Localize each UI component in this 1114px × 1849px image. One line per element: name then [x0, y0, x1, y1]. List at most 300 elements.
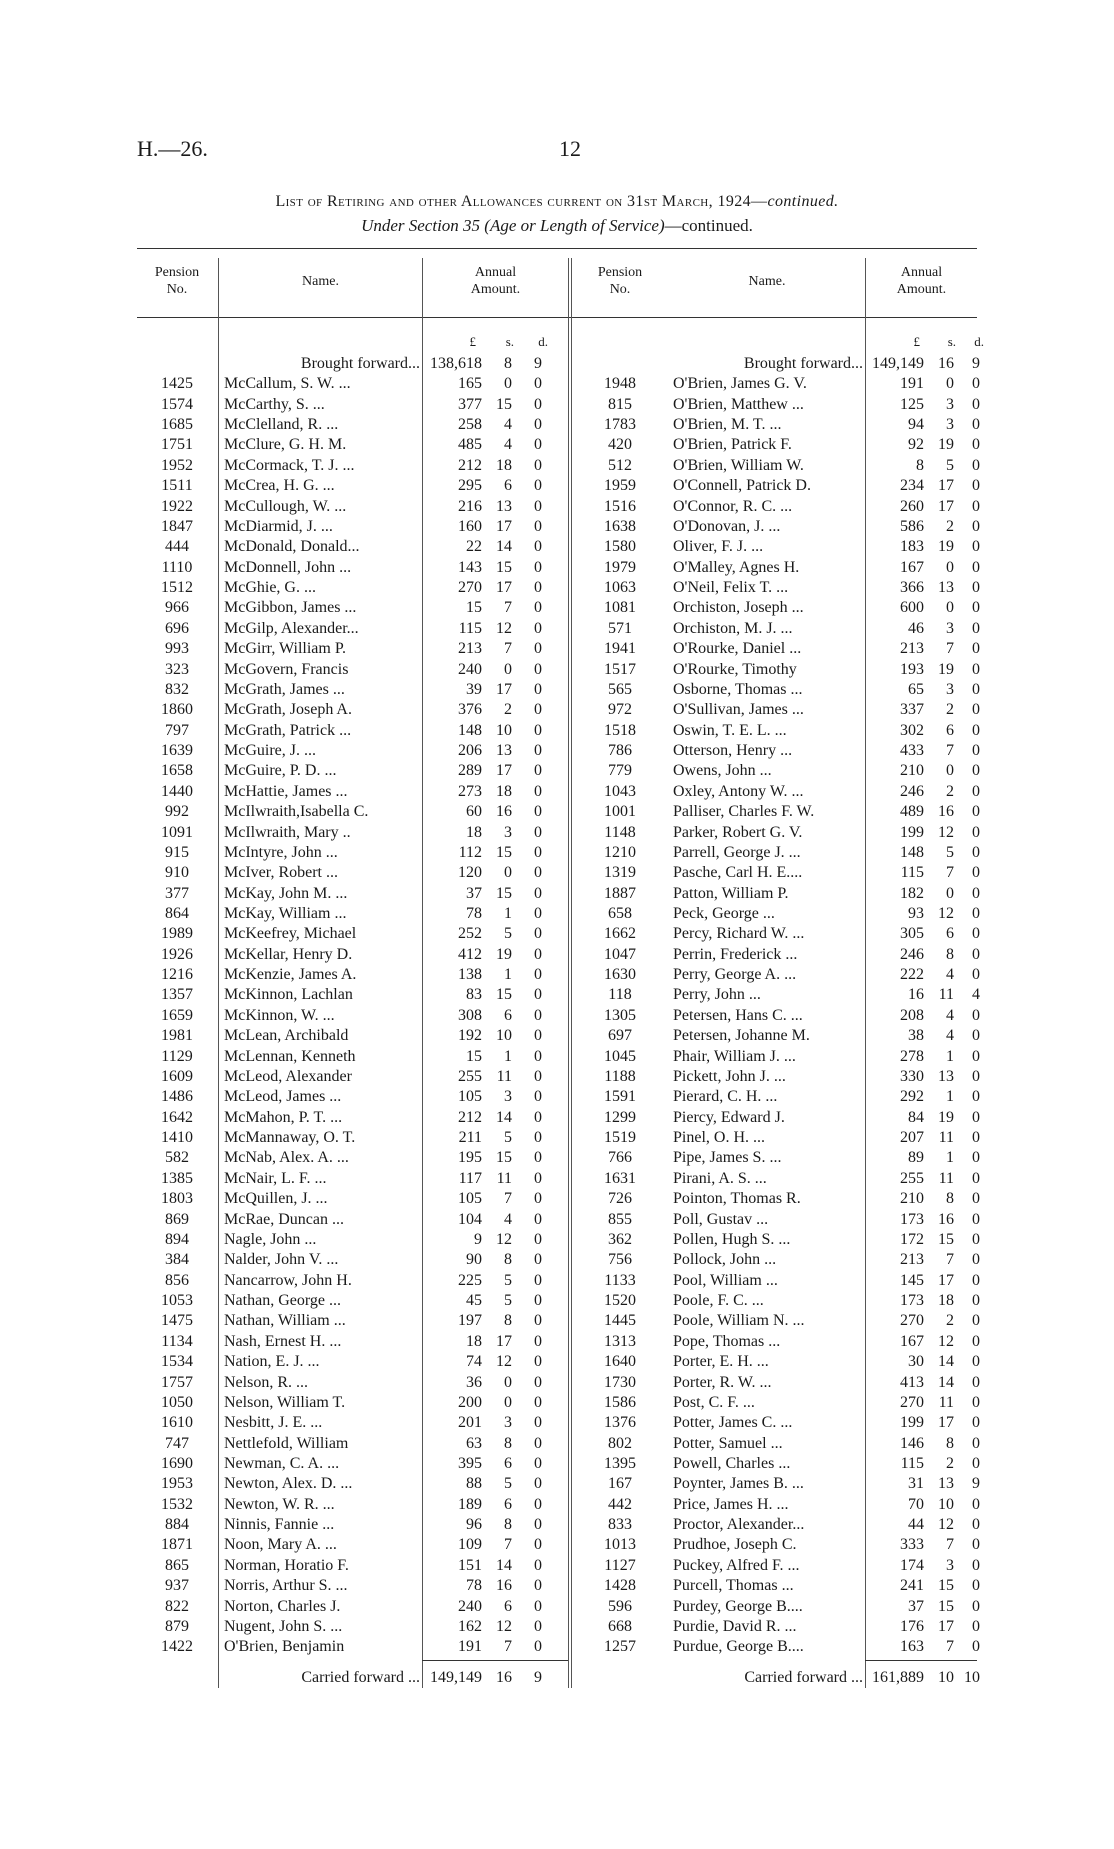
pension-number: 1922: [161, 498, 193, 515]
amount-pence: 0: [972, 1170, 980, 1187]
pension-number: 766: [608, 1149, 632, 1166]
pensioner-name: Potter, James C. ...: [673, 1414, 793, 1431]
amount-pounds: 96: [466, 1516, 482, 1533]
header-pension-no: [137, 264, 217, 298]
amount-pounds: 191: [458, 1638, 482, 1655]
pensioner-name: Norton, Charles J.: [224, 1598, 341, 1615]
pensioner-name: McLennan, Kenneth: [224, 1048, 356, 1065]
carried-forward-label: Carried forward ...: [744, 1669, 863, 1686]
amount-pence: 0: [972, 1414, 980, 1431]
amount-pounds: 45: [466, 1292, 482, 1309]
table-row: [0, 1556, 1114, 1576]
amount-shillings: 4: [946, 1007, 954, 1024]
amount-pence: 0: [534, 742, 542, 759]
amount-pounds: 213: [458, 640, 482, 657]
pensioner-name: McCrea, H. G. ...: [224, 477, 335, 494]
amount-shillings: 1: [504, 905, 512, 922]
amount-pounds: 46: [908, 620, 924, 637]
pensioner-name: McGuire, P. D. ...: [224, 762, 337, 779]
pensioner-name: McDonnell, John ...: [224, 559, 352, 576]
pensioner-name: Pipe, James S. ...: [673, 1149, 782, 1166]
carried-forward-shillings: 16: [496, 1669, 512, 1686]
brought-forward-row: [0, 354, 1114, 374]
pensioner-name: Nalder, John V. ...: [224, 1251, 339, 1268]
table-row: [0, 1576, 1114, 1596]
amount-shillings: 14: [496, 538, 512, 555]
amount-shillings: 7: [504, 1638, 512, 1655]
pensioner-name: McNab, Alex. A. ...: [224, 1149, 349, 1166]
amount-pounds: 70: [908, 1496, 924, 1513]
page-number: 12: [559, 136, 581, 161]
amount-pence: 0: [972, 1598, 980, 1615]
amount-shillings: 16: [496, 1577, 512, 1594]
pensioner-name: Osborne, Thomas ...: [673, 681, 803, 698]
pension-number: 992: [165, 803, 189, 820]
table-row: [0, 1373, 1114, 1393]
amount-pence: 0: [534, 1109, 542, 1126]
pensioner-name: McGrath, James ...: [224, 681, 345, 698]
pensioner-name: O'Malley, Agnes H.: [673, 559, 800, 576]
pensioner-name: O'Connell, Patrick D.: [673, 477, 811, 494]
pension-number: 1591: [604, 1088, 636, 1105]
amount-pence: 0: [534, 905, 542, 922]
pension-number: 1860: [161, 701, 193, 718]
pensioner-name: O'Neil, Felix T. ...: [673, 579, 789, 596]
amount-shillings: 12: [938, 824, 954, 841]
table-row: [0, 1291, 1114, 1311]
pensioner-name: Purdue, George B....: [673, 1638, 804, 1655]
amount-pounds: 39: [466, 681, 482, 698]
pension-number: 444: [165, 538, 189, 555]
amount-shillings: 8: [946, 1190, 954, 1207]
amount-pence: 0: [972, 1638, 980, 1655]
amount-shillings: 5: [946, 844, 954, 861]
amount-pounds: 240: [458, 1598, 482, 1615]
pensioner-name: Patton, William P.: [673, 885, 789, 902]
amount-shillings: 5: [504, 1272, 512, 1289]
pension-number: 1989: [161, 925, 193, 942]
amount-pence: 0: [972, 701, 980, 718]
amount-pence: 0: [534, 1312, 542, 1329]
amount-shillings: 0: [946, 375, 954, 392]
amount-pence: 0: [972, 1251, 980, 1268]
pension-number: 1609: [161, 1068, 193, 1085]
pensioner-name: Piercy, Edward J.: [673, 1109, 785, 1126]
pensioner-name: Percy, Richard W. ...: [673, 925, 805, 942]
amount-pence: 0: [972, 1435, 980, 1452]
page-title: [0, 193, 1114, 211]
amount-pounds: 37: [466, 885, 482, 902]
pensioner-name: Pickett, John J. ...: [673, 1068, 786, 1085]
amount-shillings: 19: [938, 436, 954, 453]
brought-forward-pounds: 138,618: [430, 355, 482, 372]
amount-shillings: 2: [504, 701, 512, 718]
amount-pence: 0: [972, 396, 980, 413]
amount-shillings: 15: [938, 1577, 954, 1594]
pension-number: 1512: [161, 579, 193, 596]
pensioner-name: Noon, Mary A. ...: [224, 1536, 337, 1553]
amount-pence: 0: [972, 844, 980, 861]
amount-pounds: 395: [458, 1455, 482, 1472]
table-row: [0, 1067, 1114, 1087]
amount-pence: 0: [972, 1455, 980, 1472]
brought-forward-pence: 9: [534, 355, 542, 372]
amount-pence: 0: [534, 1475, 542, 1492]
amount-pounds: 246: [900, 946, 924, 963]
pensioner-name: Nash, Ernest H. ...: [224, 1333, 342, 1350]
pensioner-name: McKay, John M. ...: [224, 885, 348, 902]
table-row: [0, 741, 1114, 761]
amount-pence: 0: [972, 1353, 980, 1370]
amount-pounds: 485: [458, 436, 482, 453]
table-row: [0, 1108, 1114, 1128]
header-pension-line2: No.: [166, 282, 188, 297]
pension-number: 1520: [604, 1292, 636, 1309]
pensioner-name: Perry, John ...: [673, 986, 761, 1003]
amount-pence: 0: [534, 1455, 542, 1472]
pension-number: 1357: [161, 986, 193, 1003]
amount-pence: 0: [972, 1211, 980, 1228]
table-row: [0, 1087, 1114, 1107]
pensioner-name: O'Brien, Benjamin: [224, 1638, 345, 1655]
amount-pounds: 377: [458, 396, 482, 413]
pension-number: 1129: [161, 1048, 193, 1065]
pensioner-name: McMahon, P. T. ...: [224, 1109, 343, 1126]
amount-shillings: 10: [938, 1496, 954, 1513]
amount-pence: 0: [534, 864, 542, 881]
header-name-text: Name.: [748, 274, 786, 289]
amount-pence: 0: [534, 722, 542, 739]
amount-pounds: 18: [466, 1333, 482, 1350]
amount-pence: 0: [534, 396, 542, 413]
amount-shillings: 2: [946, 1312, 954, 1329]
amount-shillings: 7: [946, 1251, 954, 1268]
amount-shillings: 15: [938, 1598, 954, 1615]
pensioner-name: Potter, Samuel ...: [673, 1435, 783, 1452]
pensioner-name: Pointon, Thomas R.: [673, 1190, 801, 1207]
amount-pence: 0: [972, 1027, 980, 1044]
subtitle-continued: —continued.: [664, 216, 753, 235]
pension-number: 1516: [604, 498, 636, 515]
pension-number: 1631: [604, 1170, 636, 1187]
pensioner-name: Pinel, O. H. ...: [673, 1129, 765, 1146]
pension-number: 1445: [604, 1312, 636, 1329]
pension-number: 856: [165, 1272, 189, 1289]
pensioner-name: Parrell, George J. ...: [673, 844, 801, 861]
amount-pence: 0: [972, 681, 980, 698]
header-amount-line1: Annual: [900, 265, 943, 280]
amount-pounds: 105: [458, 1190, 482, 1207]
amount-pence: 0: [972, 742, 980, 759]
pension-number: 1210: [604, 844, 636, 861]
header-amount: [866, 264, 977, 298]
carried-forward-pence: 10: [964, 1669, 980, 1686]
pensioner-name: McIver, Robert ...: [224, 864, 338, 881]
amount-pounds: 18: [466, 824, 482, 841]
amount-pence: 0: [972, 824, 980, 841]
pension-number: 779: [608, 762, 632, 779]
amount-shillings: 11: [938, 1394, 954, 1411]
unit-pence: d.: [974, 334, 984, 349]
header-amount-line2: Amount.: [896, 282, 947, 297]
amount-shillings: 7: [504, 599, 512, 616]
table-row: [0, 1434, 1114, 1454]
amount-pence: 0: [534, 1190, 542, 1207]
pensioner-name: Poynter, James B. ...: [673, 1475, 804, 1492]
pensioner-name: McHattie, James ...: [224, 783, 348, 800]
amount-shillings: 12: [496, 1353, 512, 1370]
amount-shillings: 12: [938, 1516, 954, 1533]
amount-pounds: 173: [900, 1292, 924, 1309]
pension-number: 596: [608, 1598, 632, 1615]
pensioner-name: Pierard, C. H. ...: [673, 1088, 778, 1105]
unit-shillings: s.: [505, 334, 514, 349]
amount-pounds: 270: [900, 1312, 924, 1329]
amount-shillings: 0: [946, 762, 954, 779]
amount-shillings: 19: [496, 946, 512, 963]
amount-pounds: 37: [908, 1598, 924, 1615]
brought-forward-label: Brought forward...: [300, 355, 420, 372]
pensioner-name: McClure, G. H. M.: [224, 436, 347, 453]
pension-number: 747: [165, 1435, 189, 1452]
pension-number: 1127: [604, 1557, 636, 1574]
amount-shillings: 19: [938, 1109, 954, 1126]
amount-pence: 0: [972, 661, 980, 678]
amount-shillings: 17: [496, 518, 512, 535]
amount-pence: 0: [972, 905, 980, 922]
pension-number: 1216: [161, 966, 193, 983]
amount-shillings: 6: [946, 925, 954, 942]
pension-number: 1422: [161, 1638, 193, 1655]
pension-number: 1952: [161, 457, 193, 474]
left-total-rule: [422, 1660, 568, 1661]
unit-pounds: £: [913, 334, 920, 349]
amount-shillings: 15: [496, 885, 512, 902]
table-row: [0, 985, 1114, 1005]
amount-pounds: 433: [900, 742, 924, 759]
amount-pence: 0: [534, 457, 542, 474]
amount-shillings: 7: [504, 1190, 512, 1207]
amount-shillings: 17: [496, 1333, 512, 1350]
amount-pounds: 330: [900, 1068, 924, 1085]
amount-pounds: 255: [458, 1068, 482, 1085]
amount-pence: 0: [972, 538, 980, 555]
pension-number: 1410: [161, 1129, 193, 1146]
amount-pence: 0: [534, 1618, 542, 1635]
pensioner-name: O'Brien, William W.: [673, 457, 804, 474]
amount-shillings: 14: [496, 1109, 512, 1126]
amount-pence: 0: [972, 518, 980, 535]
amount-pence: 0: [972, 966, 980, 983]
amount-pence: 0: [972, 1231, 980, 1248]
amount-pounds: 117: [458, 1170, 482, 1187]
amount-pounds: 172: [900, 1231, 924, 1248]
amount-pounds: 200: [458, 1394, 482, 1411]
pension-number: 797: [165, 722, 189, 739]
amount-pounds: 191: [900, 375, 924, 392]
table-row: [0, 1169, 1114, 1189]
pension-number: 822: [165, 1598, 189, 1615]
amount-pounds: 148: [900, 844, 924, 861]
amount-pence: 0: [972, 559, 980, 576]
pension-number: 1045: [604, 1048, 636, 1065]
amount-shillings: 12: [938, 1333, 954, 1350]
pension-number: 696: [165, 620, 189, 637]
amount-shillings: 17: [938, 1618, 954, 1635]
amount-shillings: 6: [504, 1007, 512, 1024]
table-row: [0, 1250, 1114, 1270]
amount-pence: 0: [972, 457, 980, 474]
pension-number: 1319: [604, 864, 636, 881]
amount-pence: 0: [534, 1027, 542, 1044]
amount-pounds: 289: [458, 762, 482, 779]
table-row: [0, 374, 1114, 394]
pensioner-name: Purcell, Thomas ...: [673, 1577, 794, 1594]
pension-number: 1640: [604, 1353, 636, 1370]
amount-shillings: 11: [496, 1068, 512, 1085]
table-row: [0, 802, 1114, 822]
amount-shillings: 3: [504, 824, 512, 841]
amount-shillings: 7: [504, 1536, 512, 1553]
pension-number: 1053: [161, 1292, 193, 1309]
amount-pence: 0: [972, 620, 980, 637]
amount-shillings: 6: [504, 1496, 512, 1513]
pension-number: 915: [165, 844, 189, 861]
amount-shillings: 8: [946, 946, 954, 963]
pension-number: 1847: [161, 518, 193, 535]
amount-pence: 0: [972, 1048, 980, 1065]
pensioner-name: McLeod, James ...: [224, 1088, 342, 1105]
amount-shillings: 14: [938, 1353, 954, 1370]
amount-pence: 0: [972, 1333, 980, 1350]
amount-pounds: 192: [458, 1027, 482, 1044]
amount-pounds: 207: [900, 1129, 924, 1146]
pensioner-name: Perrin, Frederick ...: [673, 946, 798, 963]
amount-pounds: 270: [900, 1394, 924, 1411]
amount-pounds: 143: [458, 559, 482, 576]
amount-pounds: 302: [900, 722, 924, 739]
amount-pounds: 182: [900, 885, 924, 902]
amount-shillings: 1: [504, 1048, 512, 1065]
pensioner-name: Nelson, William T.: [224, 1394, 346, 1411]
pension-number: 802: [608, 1435, 632, 1452]
amount-shillings: 11: [496, 1170, 512, 1187]
amount-pounds: 241: [900, 1577, 924, 1594]
title-continued: continued.: [767, 193, 839, 210]
pension-number: 1376: [604, 1414, 636, 1431]
amount-pence: 0: [972, 1292, 980, 1309]
amount-shillings: 17: [938, 498, 954, 515]
amount-pence: 0: [534, 1577, 542, 1594]
table-row: [0, 924, 1114, 944]
amount-pence: 0: [972, 1394, 980, 1411]
pensioner-name: Purdie, David R. ...: [673, 1618, 797, 1635]
pension-number: 833: [608, 1516, 632, 1533]
unit-shillings: s.: [947, 334, 956, 349]
pensioner-name: McDonald, Donald...: [224, 538, 360, 555]
amount-shillings: 15: [496, 986, 512, 1003]
right-total-rule: [865, 1660, 977, 1661]
pensioner-name: O'Sullivan, James ...: [673, 701, 804, 718]
amount-pence: 0: [972, 762, 980, 779]
pensioner-name: McGrath, Patrick ...: [224, 722, 352, 739]
amount-pence: 0: [972, 722, 980, 739]
table-row: [0, 435, 1114, 455]
pension-number: 323: [165, 661, 189, 678]
amount-pounds: 167: [900, 559, 924, 576]
amount-shillings: 15: [496, 1149, 512, 1166]
table-row: [0, 700, 1114, 720]
amount-shillings: 8: [504, 1435, 512, 1452]
pension-number: 786: [608, 742, 632, 759]
amount-pounds: 212: [458, 1109, 482, 1126]
amount-shillings: 8: [504, 1516, 512, 1533]
amount-shillings: 3: [946, 681, 954, 698]
amount-pence: 0: [972, 1496, 980, 1513]
amount-pence: 0: [534, 1496, 542, 1513]
amount-shillings: 1: [504, 966, 512, 983]
amount-pence: 0: [972, 946, 980, 963]
amount-shillings: 5: [946, 457, 954, 474]
pensioner-name: O'Brien, Patrick F.: [673, 436, 792, 453]
table-row: [0, 1271, 1114, 1291]
brought-forward-pence: 9: [972, 355, 980, 372]
pensioner-name: Poll, Gustav ...: [673, 1211, 769, 1228]
amount-pounds: 146: [900, 1435, 924, 1452]
amount-pence: 4: [972, 986, 980, 1003]
amount-shillings: 18: [496, 457, 512, 474]
table-top-rule: [137, 248, 977, 249]
amount-pounds: 586: [900, 518, 924, 535]
carried-forward-label: Carried forward ...: [301, 1669, 420, 1686]
amount-pence: 0: [534, 1435, 542, 1452]
table-row: [0, 863, 1114, 883]
pensioner-name: Perry, George A. ...: [673, 966, 797, 983]
pension-number: 1133: [604, 1272, 636, 1289]
pension-number: 1148: [604, 824, 636, 841]
amount-pence: 0: [534, 599, 542, 616]
pension-number: 1941: [604, 640, 636, 657]
pensioner-name: McIlwraith, Mary ..: [224, 824, 351, 841]
pension-number: 1134: [161, 1333, 193, 1350]
pension-number: 565: [608, 681, 632, 698]
amount-shillings: 8: [504, 1312, 512, 1329]
pensioner-name: Proctor, Alexander...: [673, 1516, 805, 1533]
table-row: [0, 660, 1114, 680]
amount-pence: 0: [972, 599, 980, 616]
table-row: [0, 1637, 1114, 1657]
amount-pounds: 308: [458, 1007, 482, 1024]
amount-pounds: 225: [458, 1272, 482, 1289]
pensioner-name: Nettlefold, William: [224, 1435, 349, 1452]
amount-pence: 0: [534, 701, 542, 718]
pension-number: 658: [608, 905, 632, 922]
amount-shillings: 7: [946, 1536, 954, 1553]
amount-shillings: 8: [504, 1251, 512, 1268]
pensioner-name: McIlwraith,Isabella C.: [224, 803, 369, 820]
amount-shillings: 2: [946, 1455, 954, 1472]
pension-number: 966: [165, 599, 189, 616]
amount-shillings: 15: [938, 1231, 954, 1248]
amount-shillings: 16: [496, 803, 512, 820]
pension-number: 362: [608, 1231, 632, 1248]
pensioner-name: Newman, C. A. ...: [224, 1455, 340, 1472]
pension-number: 1659: [161, 1007, 193, 1024]
amount-shillings: 2: [946, 701, 954, 718]
table-row: [0, 904, 1114, 924]
pension-number: 1586: [604, 1394, 636, 1411]
amount-pounds: 78: [466, 905, 482, 922]
